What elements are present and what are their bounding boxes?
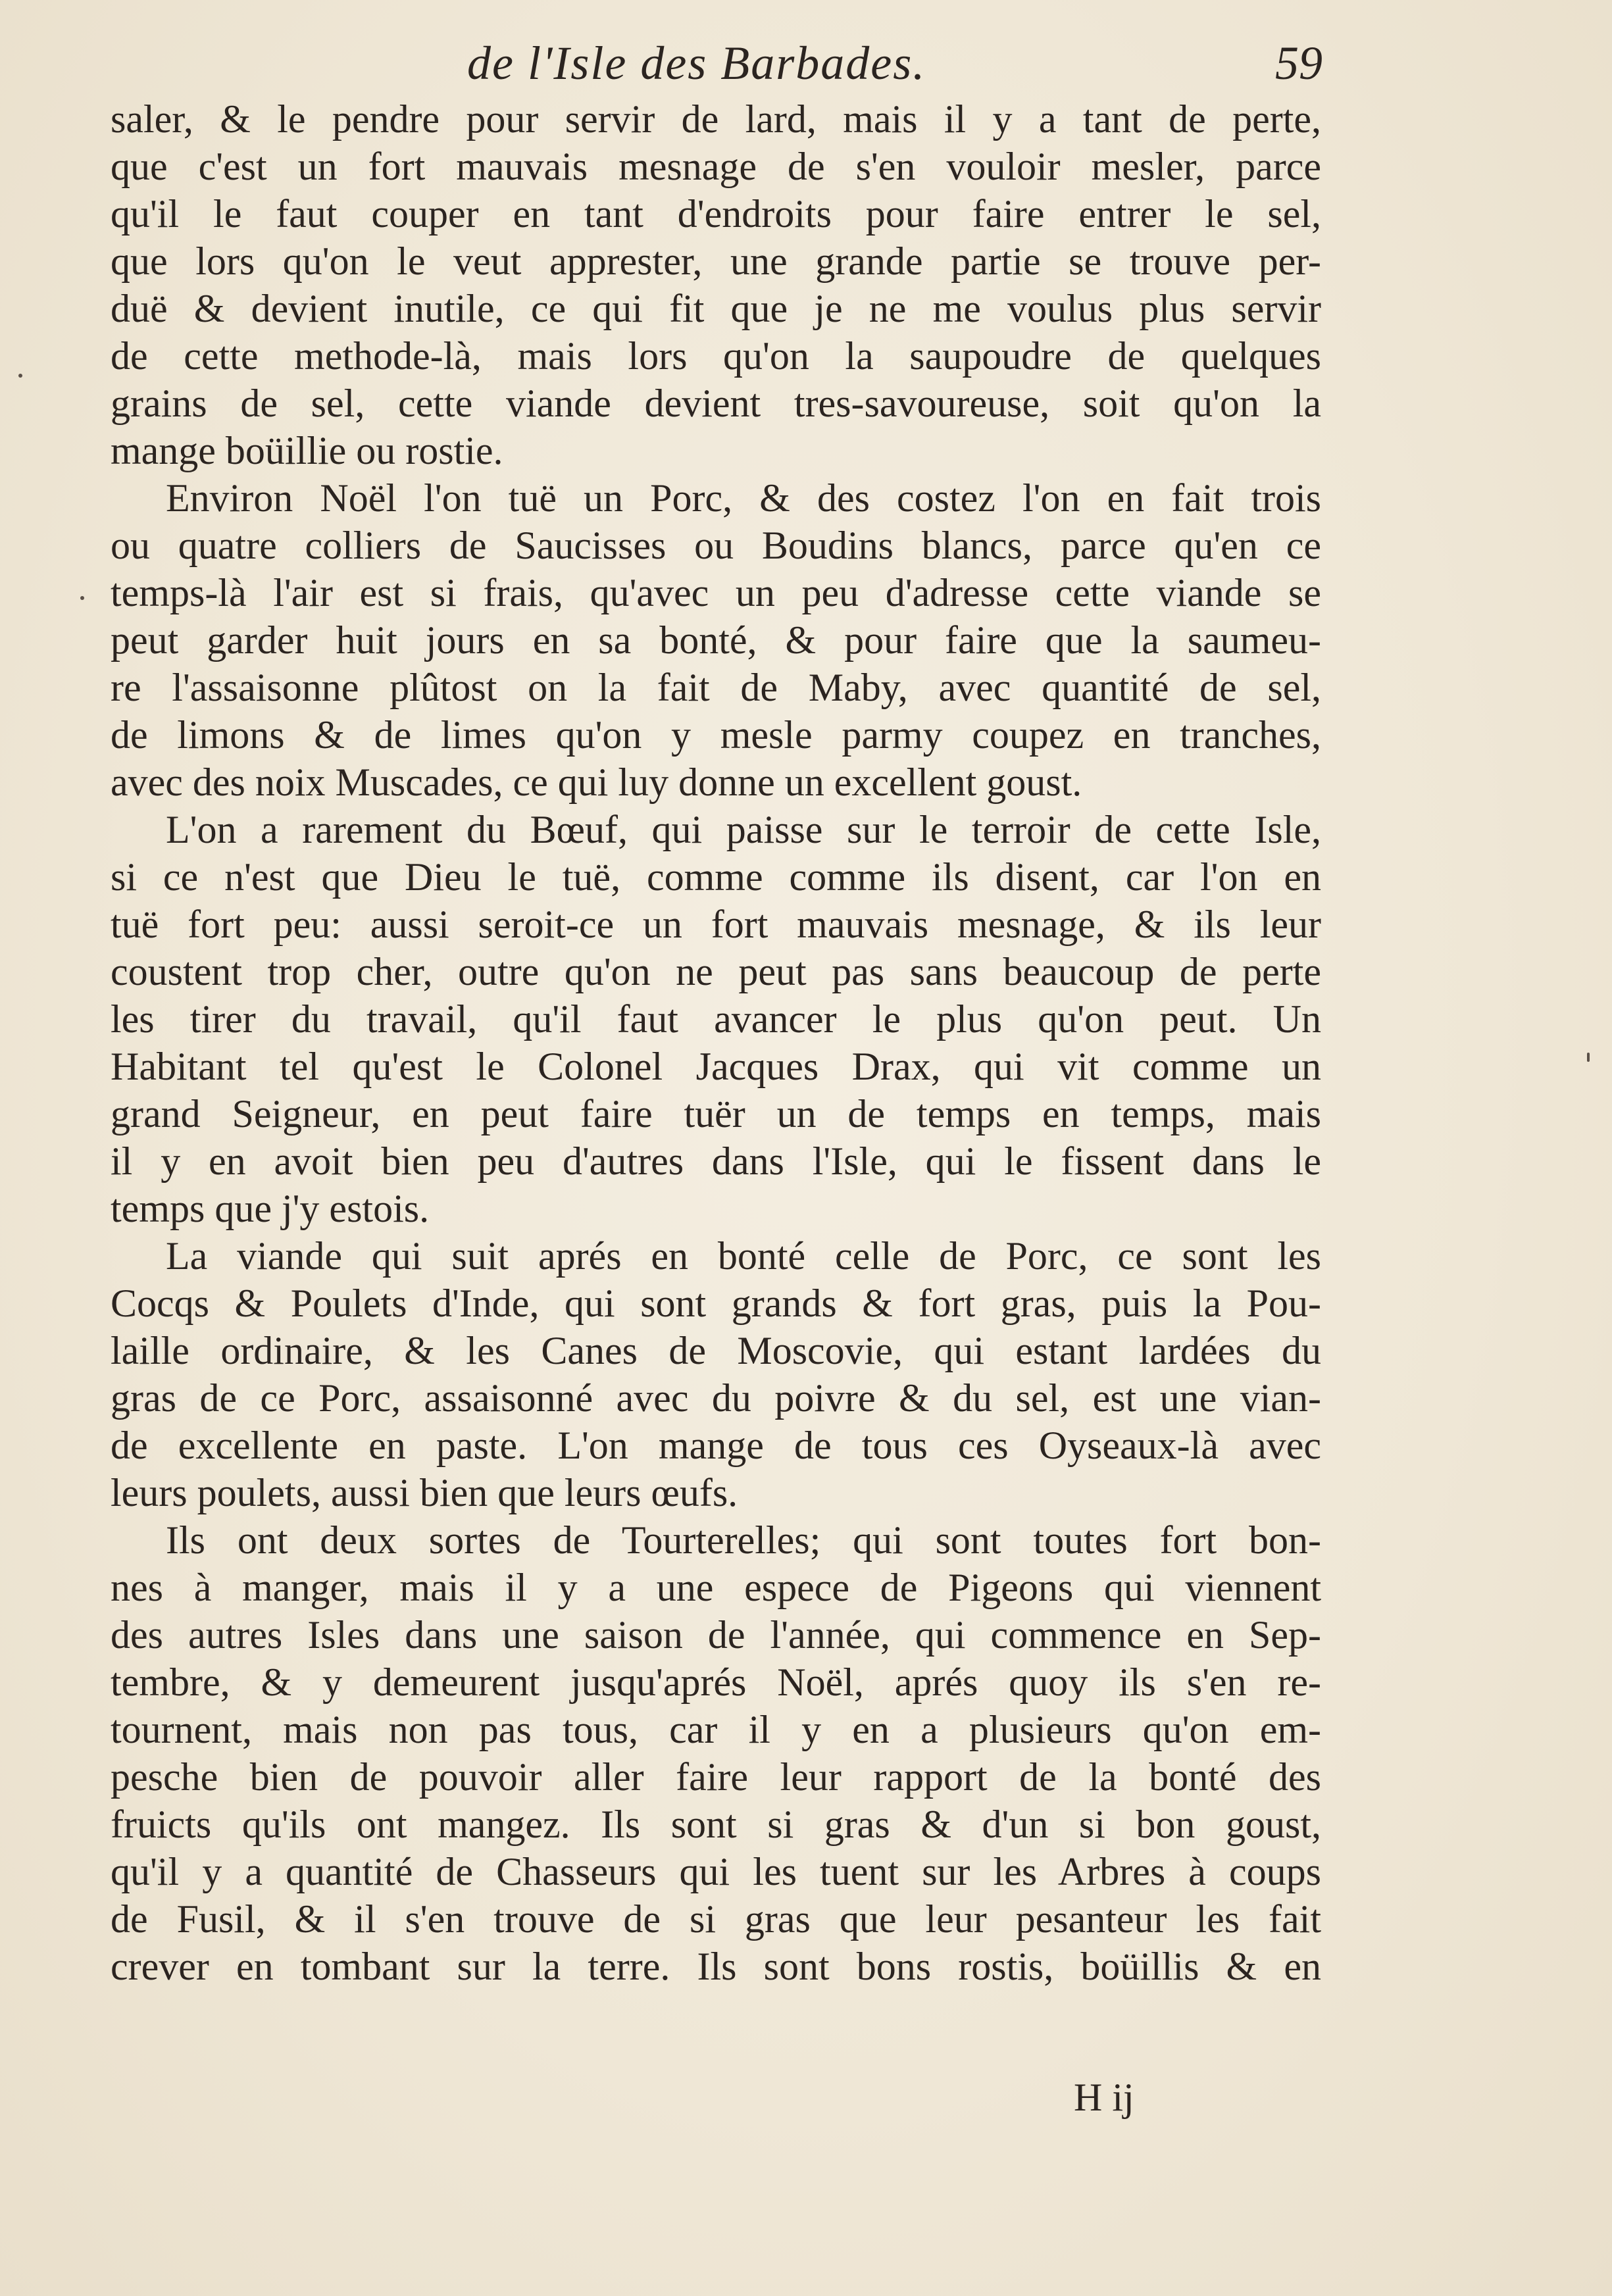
text-line: grand Seigneur, en peut faire tuër un de temps en temps, mais xyxy=(111,1092,1321,1136)
text-line: Habitant tel qu'est le Colonel Jacques Drax, qui vit comme un xyxy=(111,1045,1321,1088)
text-line: il y en avoit bien peu d'autres dans l'Isle, qui le fissent dans le xyxy=(111,1139,1321,1183)
text-line: laille ordinaire, & les Canes de Moscovie, qui estant lardées du xyxy=(111,1329,1321,1372)
text-line: re l'assaisonne plûtost on la fait de Maby, avec quantité de sel, xyxy=(111,666,1321,709)
text-line: Ils ont deux sortes de Tourterelles; qui sont toutes fort bon- xyxy=(166,1518,1321,1562)
text-line: que c'est un fort mauvais mesnage de s'en vouloir mesler, parce xyxy=(111,145,1321,188)
paper-speck xyxy=(1587,1053,1590,1062)
paragraph xyxy=(111,1516,1321,1990)
text-line: L'on a rarement du Bœuf, qui paisse sur le terroir de cette Isle, xyxy=(166,808,1321,851)
text-line: que lors qu'on le veut apprester, une grande partie se trouve per- xyxy=(111,239,1321,283)
text-line: duë & devient inutile, ce qui fit que je ne me voulus plus servir xyxy=(111,287,1321,330)
text-line: crever en tombant sur la terre. Ils sont bons rostis, boüillis & en xyxy=(111,1945,1321,1988)
text-line: de Fusil, & il s'en trouve de si gras que leur pesanteur les fait xyxy=(111,1897,1321,1941)
text-line: gras de ce Porc, assaisonné avec du poivre & du sel, est une vian- xyxy=(111,1376,1321,1420)
text-line: nes à manger, mais il y a une espece de Pigeons qui viennent xyxy=(111,1566,1321,1609)
text-line: qu'il le faut couper en tant d'endroits pour faire entrer le sel, xyxy=(111,192,1321,236)
text-line: des autres Isles dans une saison de l'année, qui commence en Sep- xyxy=(111,1613,1321,1657)
running-head: de l'Isle des Barbades. xyxy=(467,37,926,89)
text-line: avec des noix Muscades, ce qui luy donne un excellent goust. xyxy=(111,761,1082,804)
text-line: fruicts qu'ils ont mangez. Ils sont si gras & d'un si bon goust, xyxy=(111,1803,1321,1846)
text-line: si ce n'est que Dieu le tuë, comme comme ils disent, car l'on en xyxy=(111,855,1321,899)
text-line: temps-là l'air est si frais, qu'avec un peu d'adresse cette viande se xyxy=(111,571,1321,614)
text-line: La viande qui suit aprés en bonté celle de Porc, ce sont les xyxy=(166,1234,1321,1278)
paper-speck xyxy=(80,596,84,600)
text-line: tournent, mais non pas tous, car il y en a plusieurs qu'on em- xyxy=(111,1708,1321,1751)
paragraph xyxy=(111,95,1321,474)
paragraph xyxy=(111,1232,1321,1516)
text-line: coustent trop cher, outre qu'on ne peut pas sans beaucoup de perte xyxy=(111,950,1321,993)
text-line: Cocqs & Poulets d'Inde, qui sont grands & fort gras, puis la Pou- xyxy=(111,1282,1321,1325)
page-number: 59 xyxy=(1275,37,1322,89)
text-line: temps que j'y estois. xyxy=(111,1187,430,1230)
text-line: de cette methode-là, mais lors qu'on la saupoudre de quelques xyxy=(111,334,1321,378)
text-line: pesche bien de pouvoir aller faire leur rapport de la bonté des xyxy=(111,1755,1321,1799)
text-line: peut garder huit jours en sa bonté, & pour faire que la saumeu- xyxy=(111,618,1321,662)
page-header xyxy=(112,36,1322,89)
signature-mark: H ij xyxy=(1074,2076,1134,2119)
text-line: qu'il y a quantité de Chasseurs qui les tuent sur les Arbres à coups xyxy=(111,1850,1321,1893)
text-line: mange boüillie ou rostie. xyxy=(111,429,503,472)
text-line: tembre, & y demeurent jusqu'aprés Noël, aprés quoy ils s'en re- xyxy=(111,1660,1321,1704)
text-line: ou quatre colliers de Saucisses ou Boudins blancs, parce qu'en ce xyxy=(111,524,1321,567)
text-line: tuë fort peu: aussi seroit-ce un fort mauvais mesnage, & ils leur xyxy=(111,903,1321,946)
text-line: Environ Noël l'on tuë un Porc, & des costez l'on en fait trois xyxy=(166,476,1321,520)
paragraph xyxy=(111,806,1321,1232)
body-text xyxy=(111,95,1321,1990)
text-line: leurs poulets, aussi bien que leurs œufs. xyxy=(111,1471,738,1514)
text-line: de excellente en paste. L'on mange de tous ces Oyseaux-là avec xyxy=(111,1424,1321,1467)
paper-speck xyxy=(18,374,22,378)
text-line: grains de sel, cette viande devient tres-savoureuse, soit qu'on la xyxy=(111,382,1321,425)
paragraph xyxy=(111,474,1321,806)
text-line: les tirer du travail, qu'il faut avancer le plus qu'on peut. Un xyxy=(111,997,1321,1041)
text-line: saler, & le pendre pour servir de lard, mais il y a tant de perte, xyxy=(111,97,1321,141)
text-line: de limons & de limes qu'on y mesle parmy coupez en tranches, xyxy=(111,713,1321,757)
